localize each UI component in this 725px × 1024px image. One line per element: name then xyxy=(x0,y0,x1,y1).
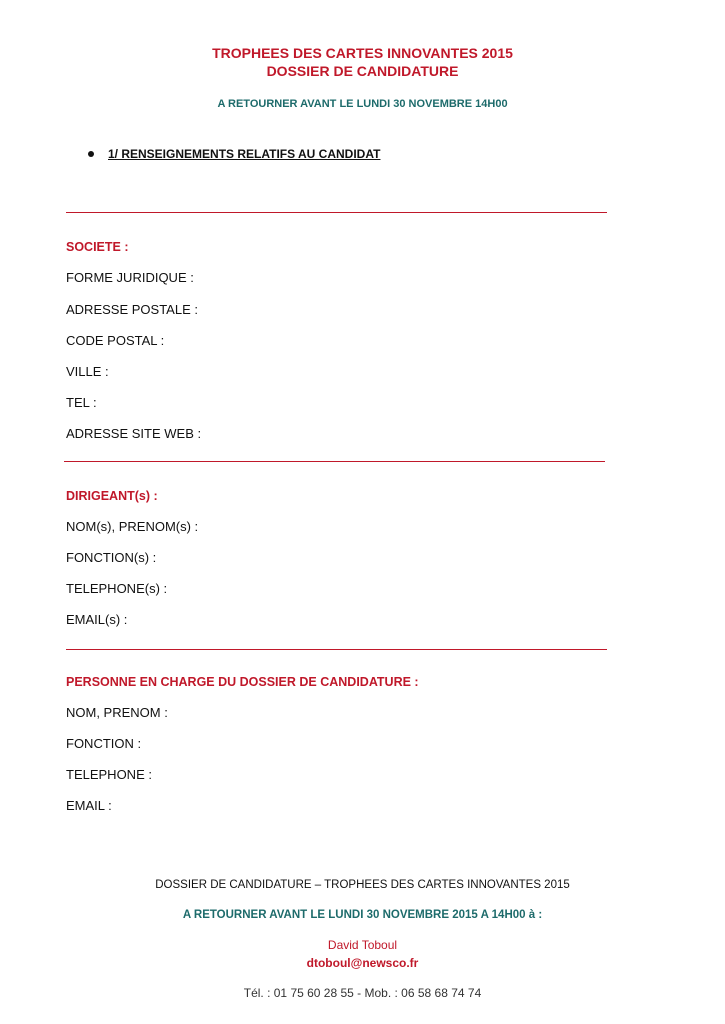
field-noms-prenoms: NOM(s), PRENOM(s) : xyxy=(66,519,199,534)
divider-rule xyxy=(66,649,607,650)
document-title-line1: TROPHEES DES CARTES INNOVANTES 2015 xyxy=(212,45,513,61)
field-code-postal: CODE POSTAL : xyxy=(66,333,165,348)
field-email: EMAIL : xyxy=(66,798,112,813)
field-adresse-postale: ADRESSE POSTALE : xyxy=(66,302,198,317)
field-site-web: ADRESSE SITE WEB : xyxy=(66,426,202,441)
section-1-heading xyxy=(88,147,380,161)
footer-title: DOSSIER DE CANDIDATURE – TROPHEES DES CARTES INNOVANTES 2015 xyxy=(155,879,570,891)
field-tel: TEL : xyxy=(66,395,97,410)
field-emails: EMAIL(s) : xyxy=(66,612,128,627)
bullet-icon xyxy=(88,151,94,157)
field-nom-prenom: NOM, PRENOM : xyxy=(66,705,168,720)
field-telephones: TELEPHONE(s) : xyxy=(66,581,168,596)
field-forme-juridique: FORME JURIDIQUE : xyxy=(66,270,194,285)
field-fonctions: FONCTION(s) : xyxy=(66,550,157,565)
divider-rule xyxy=(64,461,605,462)
document-title-line2: DOSSIER DE CANDIDATURE xyxy=(266,63,459,79)
responsable-heading: PERSONNE EN CHARGE DU DOSSIER DE CANDIDATURE : xyxy=(66,675,419,689)
divider-rule xyxy=(66,212,607,213)
section-1-label: 1/ RENSEIGNEMENTS RELATIFS AU CANDIDAT xyxy=(108,147,381,161)
footer-deadline: A RETOURNER AVANT LE LUNDI 30 NOVEMBRE 2015 A 14H00 à : xyxy=(182,909,543,921)
field-ville: VILLE : xyxy=(66,364,109,379)
societe-heading: SOCIETE : xyxy=(66,240,129,254)
dirigeants-heading: DIRIGEANT(s) : xyxy=(66,489,158,503)
contact-phones: Tél. : 01 75 60 28 55 - Mob. : 06 58 68 74 74 xyxy=(243,986,482,1000)
contact-name: David Toboul xyxy=(327,938,398,952)
field-telephone: TELEPHONE : xyxy=(66,767,152,782)
header-deadline: A RETOURNER AVANT LE LUNDI 30 NOVEMBRE 14H00 xyxy=(217,98,508,110)
contact-email-link[interactable]: dtoboul@newsco.fr xyxy=(306,956,419,970)
field-fonction: FONCTION : xyxy=(66,736,142,751)
